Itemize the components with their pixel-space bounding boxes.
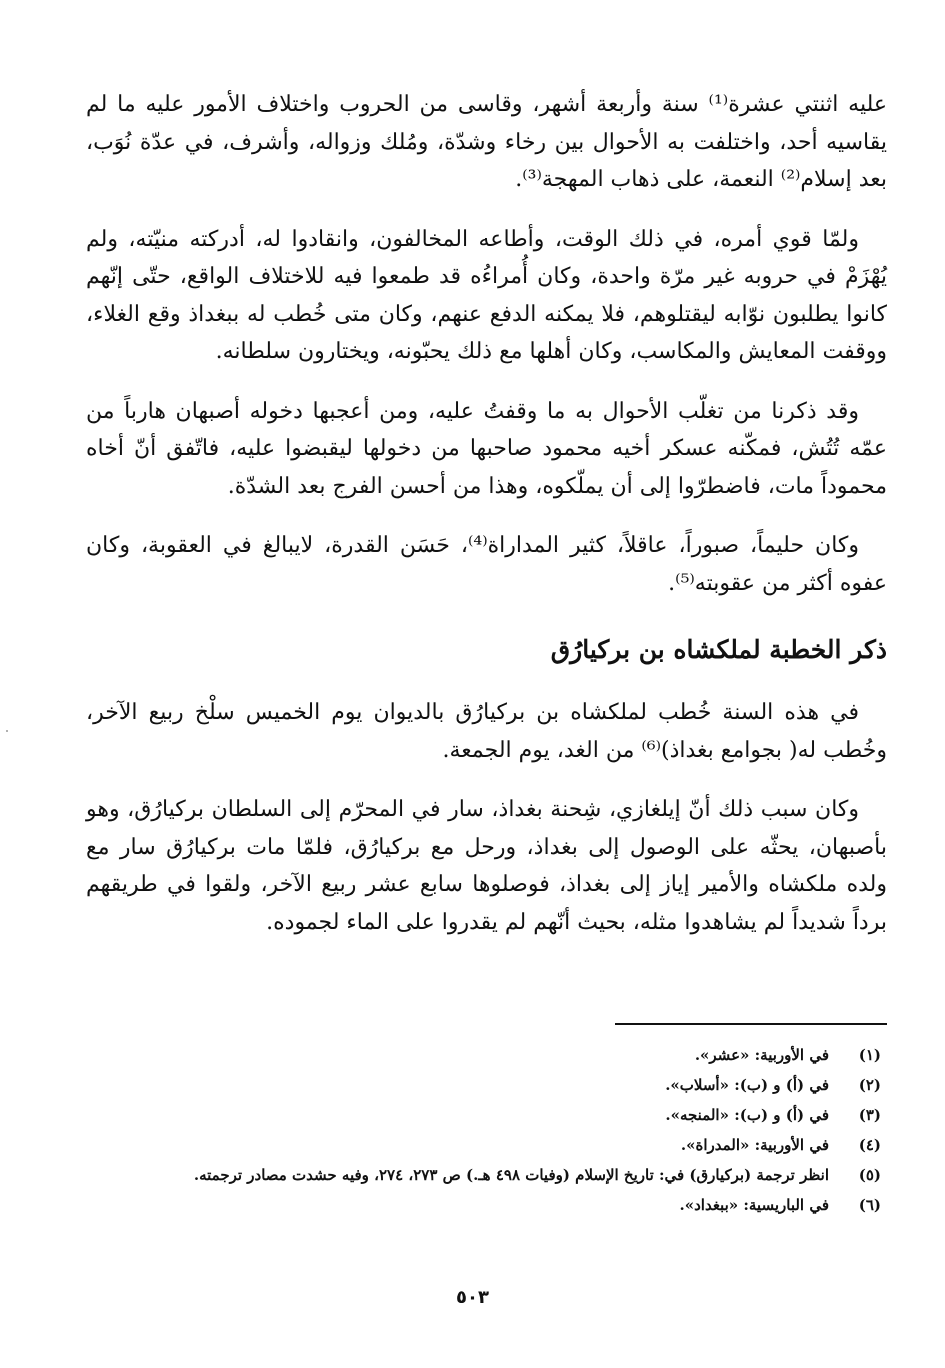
footnote-item xyxy=(86,1040,887,1070)
footnote-separator xyxy=(615,1023,887,1025)
footnote-item xyxy=(86,1100,887,1130)
footnote-item xyxy=(86,1070,887,1100)
margin-speck xyxy=(6,730,8,732)
footnote-text: في الأوربية: «عشر». xyxy=(694,1046,829,1064)
paragraph: ولمّا قوي أمره، في ذلك الوقت، وأطاعه المخالفون، وانقادوا له، أدركته منيّته، ولم يُهْزَمْ في حروبه غير مرّة واحدة، وكان أُمراءُه قد طمعوا فيه للاختلاف الواقع، حتّى إنّهم كانوا يطلبون نوّابه ليقتلوهم، فلا يمكنه الدفع عنهم، وكان متى خُطب له ببغداذ وقع الغلاء، ووقفت المعايش والمكاسب، وكان أهلها مع ذلك يحبّونه، ويختارون سلطانه. xyxy=(86,226,887,364)
footnote-number: (٣) xyxy=(858,1106,881,1124)
main-text xyxy=(86,86,887,959)
page-number: ٥٠٣ xyxy=(456,1287,489,1308)
footnote-number: (٤) xyxy=(858,1136,881,1154)
paragraph: في هذه السنة خُطب لملكشاه بن بركيارُق بالديوان يوم الخميس سلْخ ربيع الآخر، وخُطب له( بجوامع بغداذ)⁽⁶⁾ من الغد، يوم الجمعة. xyxy=(86,700,887,763)
footnote-text: في الأوربية: «المدراة». xyxy=(680,1136,829,1154)
footnotes xyxy=(86,1040,887,1220)
paragraph: وكان حليماً، صبوراً، عاقلاً، كثير المداراة⁽⁴⁾، حَسَن القدرة، لايبالغ في العقوبة، وكان عفوه أكثر من عقوبته⁽⁵⁾. xyxy=(86,533,887,596)
paragraph: وكان سبب ذلك أنّ إيلغازي، شِحنة بغداذ، سار في المحرّم إلى السلطان بركيارُق، وهو بأصبهان، يحثّه على الوصول إلى بغداذ، ورحل مع بركيارُق، فلمّا مات بركيارُق سار مع ولده ملكشاه والأمير إياز إلى بغداذ، فوصلوها سابع عشر ربيع الآخر، ولقوا في طريقهم برداً شديداً لم يشاهدوا مثله، بحيث أنّهم لم يقدروا على الماء لجموده. xyxy=(86,797,887,935)
section-heading: ذكر الخطبة لملكشاه بن بركيارُق xyxy=(550,635,887,664)
footnote-item xyxy=(86,1160,887,1190)
footnote-item xyxy=(86,1190,887,1220)
footnote-number: (٦) xyxy=(858,1196,881,1214)
footnote-number: (٢) xyxy=(858,1076,881,1094)
footnote-text: في (أ) و (ب): «المنجه». xyxy=(665,1106,829,1124)
paragraph: وقد ذكرنا من تغلّب الأحوال به ما وقفتُ عليه، ومن أعجبها دخوله أصبهان هارباً من عمّه تُتُش، فمكّنه عسكر أخيه محمود صاحبها من دخولها ليقبضوا عليه، فاتّفق أنّ أخاه محموداً مات، فاضطرّوا إلى أن يملّكوه، وهذا من أحسن الفرج بعد الشدّة. xyxy=(86,398,887,499)
footnote-number: (١) xyxy=(858,1046,881,1064)
footnote-text: في (أ) و (ب): «أسلاب». xyxy=(665,1076,829,1094)
paragraph: عليه اثنتي عشرة⁽¹⁾ سنة وأربعة أشهر، وقاسى من الحروب واختلاف الأمور عليه ما لم يقاسيه أحد، واختلفت به الأحوال بين رخاء وشدّة، ومُلك وزواله، وأشرف، في عدّة نُوَب، بعد إسلام⁽²⁾ النعمة، على ذهاب المهجة⁽³⁾. xyxy=(86,92,887,192)
footnote-text: في الباريسية: «ببغداد». xyxy=(679,1196,829,1214)
footnote-item xyxy=(86,1130,887,1160)
footnote-text: انظر ترجمة (بركيارق) في: تاريخ الإسلام (وفيات ٤٩٨ هـ.) ص ٢٧٣، ٢٧٤، وفيه حشدت مصادر ترجمته. xyxy=(193,1166,829,1184)
footnote-number: (٥) xyxy=(858,1166,881,1184)
